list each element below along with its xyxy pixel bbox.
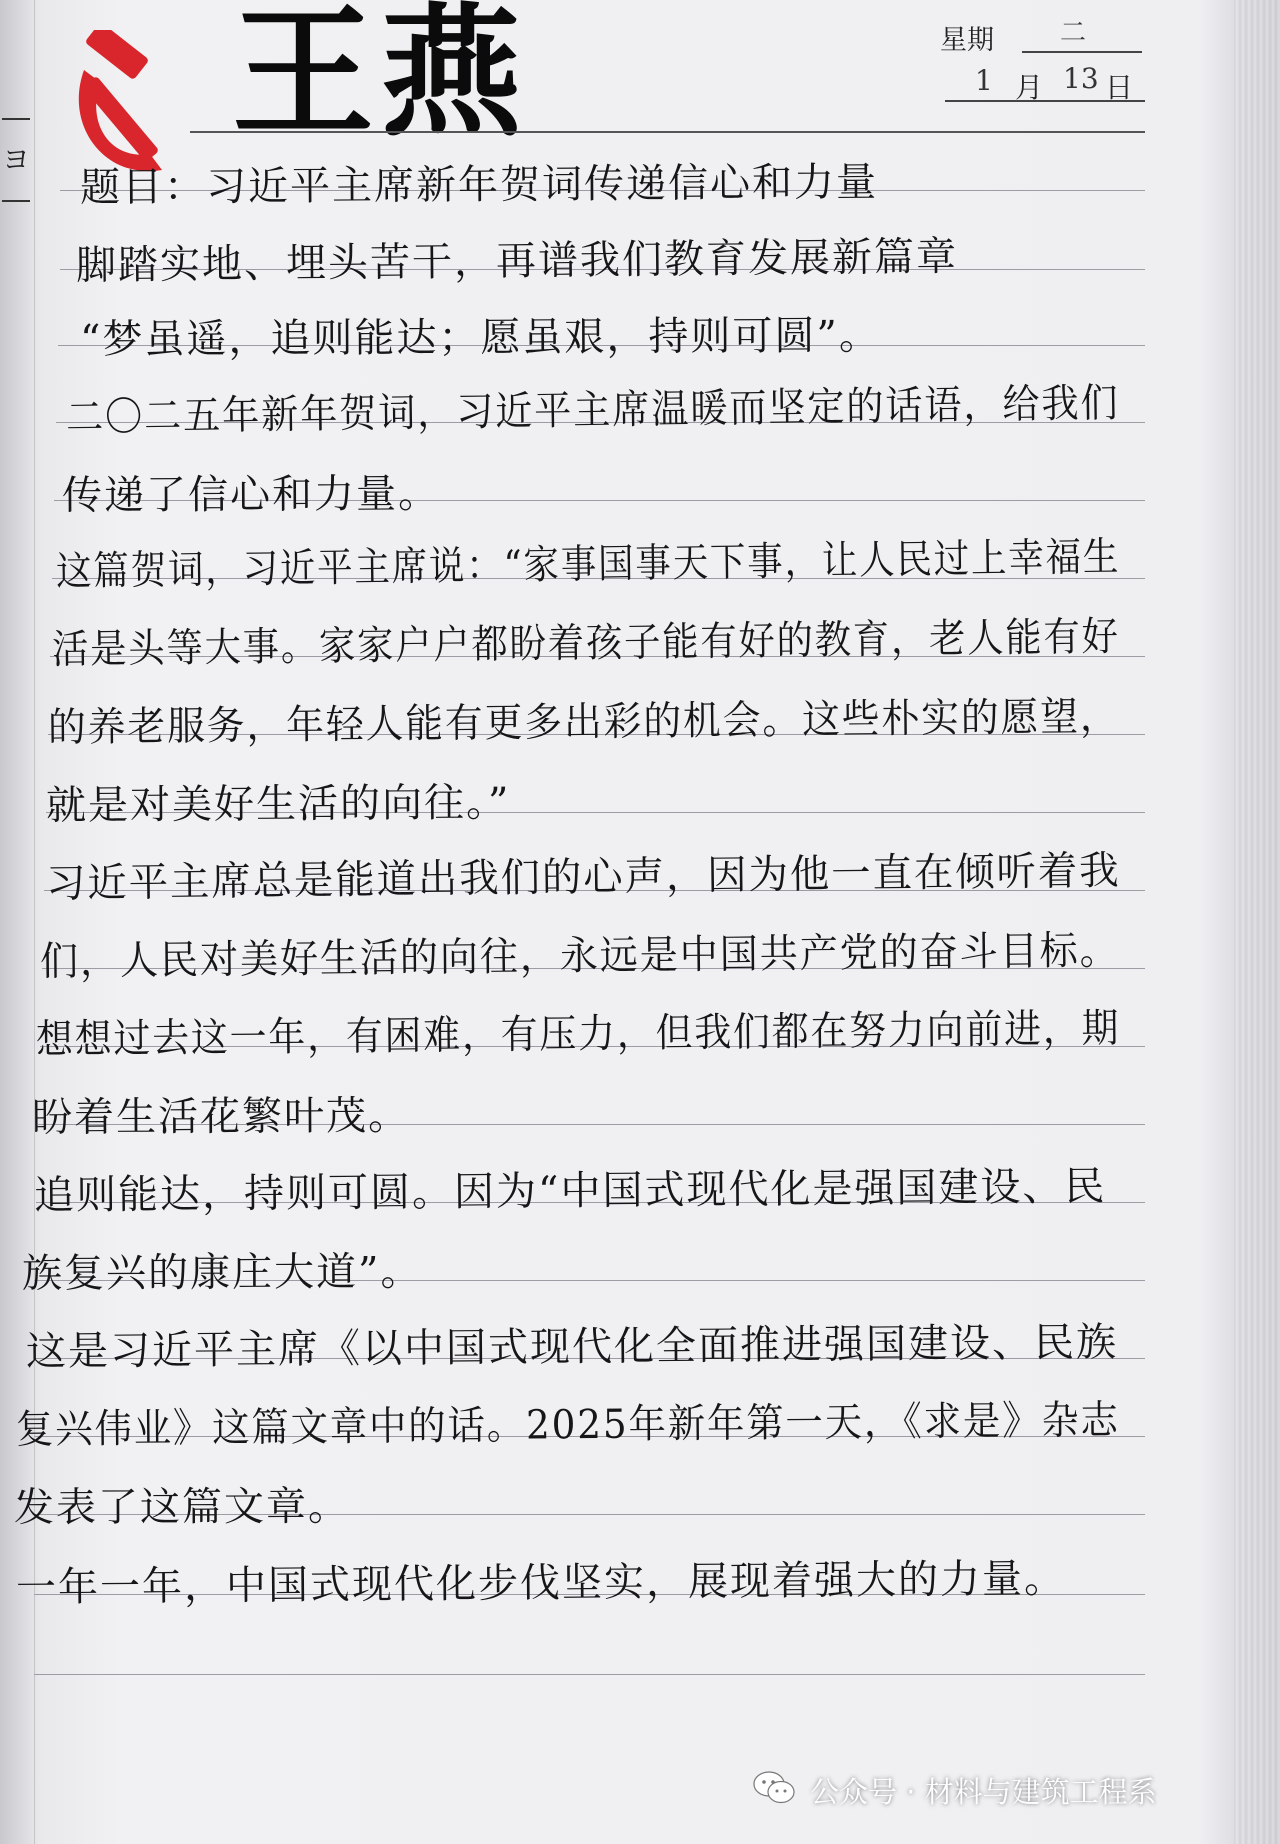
handwritten-line: 复兴伟业》这篇文章中的话。2025年新年第一天，《求是》杂志 — [15, 1397, 1120, 1453]
weekday-value: 二 — [1060, 18, 1087, 48]
handwritten-line: 们，人民对美好生活的向往，永远是中国共产党的奋斗目标。 — [39, 927, 1120, 985]
weekday-field — [940, 18, 1145, 58]
handwritten-line: 活是头等大事。家家户户都盼着孩子能有好的教育，老人能有好 — [51, 613, 1121, 673]
name-title: 王燕 — [232, 0, 528, 156]
handwritten-line: 一年一年，中国式现代化步伐坚实，展现着强大的力量。 — [15, 1555, 1067, 1611]
date-month: 1 — [975, 64, 993, 97]
date-day-label: 日 — [1105, 71, 1134, 104]
date-underline — [945, 100, 1145, 102]
date-month-label: 月 — [1015, 71, 1044, 104]
handwritten-line: 的养老服务，年轻人能有更多出彩的机会。这些朴实的愿望， — [47, 693, 1120, 751]
weekday-underline — [1022, 51, 1142, 53]
handwritten-line: 想想过去这一年，有困难，有压力，但我们都在努力向前进，期 — [35, 1005, 1121, 1063]
header-rule — [190, 131, 1145, 133]
handwritten-line: 族复兴的康庄大道”。 — [21, 1248, 423, 1297]
handwritten-line: 追则能达，持则可圆。因为“中国式现代化是强国建设、民 — [33, 1163, 1107, 1219]
handwritten-line: 盼着生活花繁叶茂。 — [31, 1093, 411, 1141]
handwritten-line: 习近平主席总是能道出我们的心声，因为他一直在倾听着我 — [45, 847, 1121, 907]
page-stack-edge — [1234, 0, 1280, 1844]
left-margin-mark: ヨ — [2, 118, 30, 202]
date-day: 13 — [1063, 62, 1099, 95]
ruled-line — [34, 1674, 1145, 1675]
handwritten-line: 发表了这篇文章。 — [13, 1483, 351, 1531]
handwritten-line: 传递了信心和力量。 — [61, 471, 441, 519]
wechat-icon — [752, 1770, 796, 1806]
handwritten-line: 脚踏实地、埋头苦干，再谱我们教育发展新篇章 — [75, 233, 959, 289]
handwritten-line: 这是习近平主席《以中国式现代化全面推进强国建设、民族 — [25, 1319, 1119, 1375]
handwritten-line: 这篇贺词，习近平主席说：“家事国事天下事，让人民过上幸福生 — [55, 534, 1121, 595]
weekday-label: 星期 — [940, 25, 994, 56]
date-field — [945, 62, 1145, 107]
watermark-text: 公众号 · 材料与建筑工程系 — [810, 1775, 1157, 1809]
handwritten-line: 题目：习近平主席新年贺词传递信心和力量 — [79, 159, 879, 211]
handwritten-line: “梦虽遥，追则能达；愿虽艰，持则可圆”。 — [79, 312, 882, 363]
handwritten-line: 就是对美好生活的向往。” — [45, 779, 511, 829]
handwritten-line: 二〇二五年新年贺词，习近平主席温暖而坚定的话语，给我们 — [65, 380, 1120, 441]
